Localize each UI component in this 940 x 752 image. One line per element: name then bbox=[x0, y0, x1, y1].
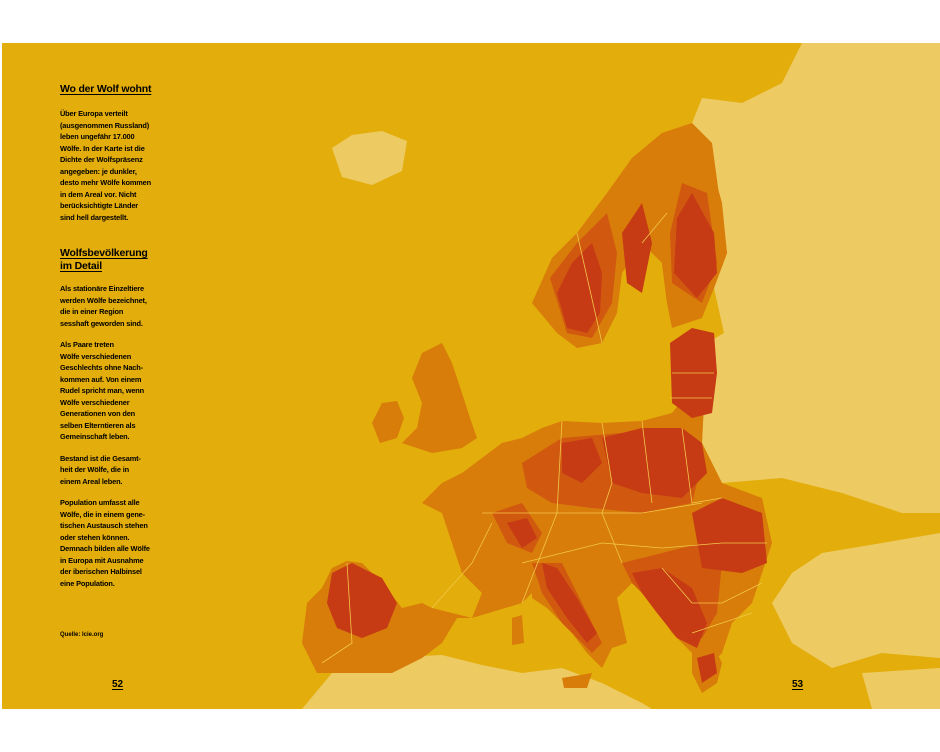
text-line: einem Areal leben. bbox=[60, 476, 123, 486]
detail-text bbox=[60, 283, 160, 589]
text-line: oder stehen können. bbox=[60, 532, 130, 542]
text-line: in Europa mit Ausnahme bbox=[60, 555, 144, 565]
intro-line: sind hell dargestellt. bbox=[60, 212, 129, 222]
russia-region bbox=[692, 43, 940, 513]
text-line: Rudel spricht man, wenn bbox=[60, 386, 145, 395]
page-number-left: 52 bbox=[112, 679, 124, 690]
middle-east-region bbox=[862, 668, 940, 709]
intro-line: Über Europa verteilt bbox=[60, 109, 128, 118]
intro-line: Dichte der Wolfspräsenz bbox=[60, 155, 143, 164]
iceland-region bbox=[332, 131, 407, 185]
text-line: Geschlechts ohne Nach- bbox=[60, 363, 143, 372]
magazine-spread bbox=[2, 43, 940, 709]
intro-text bbox=[60, 108, 160, 223]
text-line: kommen auf. Von einem bbox=[60, 374, 142, 384]
paragraph-bestand bbox=[60, 453, 160, 488]
zone-iberia-high bbox=[327, 563, 397, 638]
heading-line: im Detail bbox=[60, 260, 102, 272]
great-britain bbox=[402, 343, 477, 453]
text-line: selben Elterntieren als bbox=[60, 420, 136, 430]
page-number-right: 53 bbox=[792, 679, 804, 690]
ireland bbox=[372, 401, 404, 443]
text-line: der iberischen Halbinsel bbox=[60, 567, 142, 576]
text-line: eine Population. bbox=[60, 578, 115, 588]
source-credit: Quelle: lcie.org bbox=[60, 632, 104, 638]
intro-line: (ausgenommen Russland) bbox=[60, 120, 150, 130]
text-line: Wölfe verschiedenen bbox=[60, 351, 132, 361]
intro-line: leben ungefähr 17.000 bbox=[60, 132, 135, 141]
paragraph-einzeltiere bbox=[60, 283, 160, 329]
text-line: Gemeinschaft leben. bbox=[60, 432, 130, 441]
text-line: die in einer Region bbox=[60, 307, 124, 316]
intro-block bbox=[60, 83, 160, 223]
intro-line: Wölfe. In der Karte ist die bbox=[60, 143, 145, 153]
text-line: Demnach bilden alle Wölfe bbox=[60, 544, 150, 553]
paragraph-population bbox=[60, 497, 160, 589]
intro-line: in dem Areal vor. Nicht bbox=[60, 189, 137, 199]
text-line: Wölfe verschiedener bbox=[60, 397, 130, 407]
text-line: Als Paare treten bbox=[60, 340, 114, 349]
detail-block bbox=[60, 247, 160, 599]
intro-line: desto mehr Wölfe kommen bbox=[60, 178, 152, 187]
text-line: werden Wölfe bezeichnet, bbox=[60, 295, 147, 305]
text-line: Als stationäre Einzeltiere bbox=[60, 284, 144, 293]
paragraph-paare-rudel bbox=[60, 339, 160, 443]
sardinia bbox=[512, 615, 524, 645]
intro-line: berücksichtigte Länder bbox=[60, 201, 139, 210]
text-line: tischen Austausch stehen bbox=[60, 521, 148, 530]
heading-line: Wolfsbevölkerung bbox=[60, 247, 148, 259]
text-line: heit der Wölfe, die in bbox=[60, 465, 129, 474]
text-line: Population umfasst alle bbox=[60, 498, 140, 507]
heading-wo-der-wolf-wohnt: Wo der Wolf wohnt bbox=[60, 83, 152, 95]
text-line: Bestand ist die Gesamt- bbox=[60, 453, 141, 463]
heading-wolfsbevoelkerung bbox=[60, 247, 160, 273]
turkey-region bbox=[772, 533, 940, 668]
text-line: Wölfe, die in einem gene- bbox=[60, 509, 145, 519]
text-line: Generationen von den bbox=[60, 409, 136, 418]
intro-line: angegeben: je dunkler, bbox=[60, 166, 137, 176]
text-line: sesshaft geworden sind. bbox=[60, 318, 143, 328]
